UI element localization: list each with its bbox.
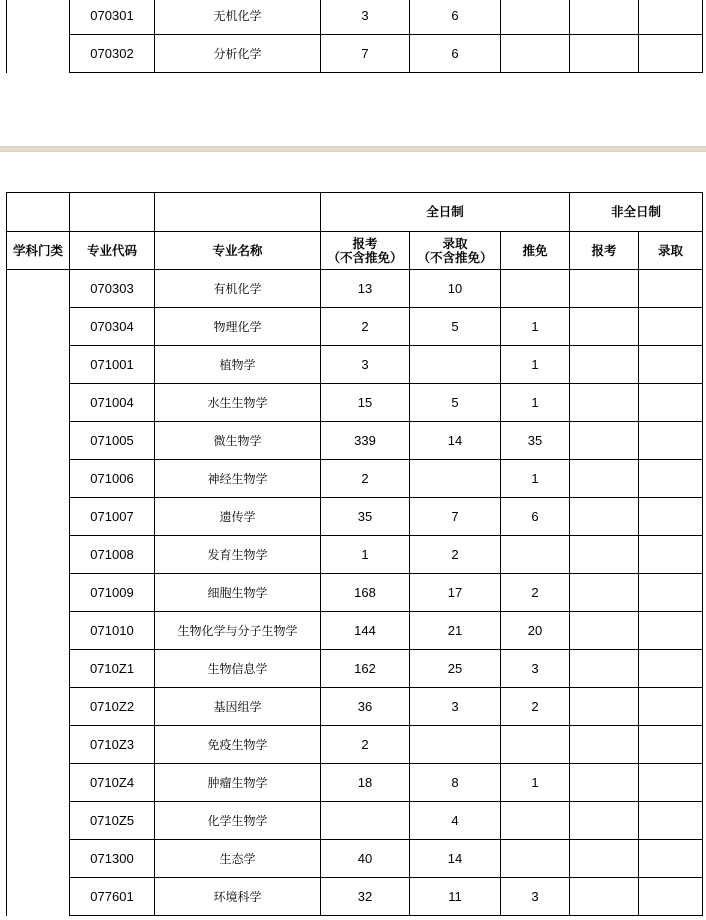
pt-admit-value xyxy=(639,384,703,422)
table-row xyxy=(7,498,703,536)
pt-admit-value xyxy=(639,650,703,688)
major-code: 070302 xyxy=(70,35,155,73)
major-name: 遗传学 xyxy=(155,498,321,536)
pt-apply-value xyxy=(570,384,639,422)
table-row xyxy=(7,536,703,574)
ft-exempt-value xyxy=(501,726,570,764)
major-code: 0710Z1 xyxy=(70,650,155,688)
pt-apply-value xyxy=(570,35,639,73)
category-cell xyxy=(7,270,70,916)
ft-apply-value: 3 xyxy=(321,346,410,384)
pt-admit-value xyxy=(639,498,703,536)
ft-apply-value xyxy=(321,802,410,840)
ft-apply-value: 144 xyxy=(321,612,410,650)
page-divider xyxy=(0,146,706,152)
pt-apply-value xyxy=(570,612,639,650)
pt-apply-value xyxy=(570,0,639,35)
pt-apply-value xyxy=(570,422,639,460)
ft-admit-value: 11 xyxy=(410,878,501,916)
major-name: 无机化学 xyxy=(155,0,321,35)
ft-apply-value: 3 xyxy=(321,0,410,35)
ft-admit-value: 7 xyxy=(410,498,501,536)
ft-exempt-value xyxy=(501,536,570,574)
ft-exempt-value: 1 xyxy=(501,308,570,346)
ft-apply-value: 2 xyxy=(321,460,410,498)
header-blank xyxy=(70,193,155,232)
pt-admit-value xyxy=(639,840,703,878)
name-header: 专业名称 xyxy=(155,232,321,270)
ft-admit-value: 6 xyxy=(410,0,501,35)
ft-admit-value: 14 xyxy=(410,840,501,878)
pt-admit-value xyxy=(639,726,703,764)
ft-apply-value: 162 xyxy=(321,650,410,688)
pt-apply-value xyxy=(570,764,639,802)
table-row xyxy=(7,726,703,764)
header-blank xyxy=(155,193,321,232)
major-code: 070304 xyxy=(70,308,155,346)
ft-exempt-value: 3 xyxy=(501,878,570,916)
pt-apply-value xyxy=(570,270,639,308)
major-code: 070301 xyxy=(70,0,155,35)
major-code: 071007 xyxy=(70,498,155,536)
pt-apply-value xyxy=(570,650,639,688)
pt-apply-value xyxy=(570,726,639,764)
major-code: 071004 xyxy=(70,384,155,422)
pt-admit-value xyxy=(639,270,703,308)
table-row xyxy=(7,0,703,35)
major-name: 神经生物学 xyxy=(155,460,321,498)
ft-apply-value: 36 xyxy=(321,688,410,726)
table-row xyxy=(7,878,703,916)
ft-admit-value: 8 xyxy=(410,764,501,802)
category-header: 学科门类 xyxy=(7,232,70,270)
table-row xyxy=(7,384,703,422)
header-blank xyxy=(7,193,70,232)
pt-admit-value xyxy=(639,764,703,802)
ft-apply-header xyxy=(321,232,410,270)
ft-exempt-value xyxy=(501,840,570,878)
major-code: 071010 xyxy=(70,612,155,650)
table-row xyxy=(7,346,703,384)
ft-admit-header xyxy=(410,232,501,270)
ft-exempt-value: 20 xyxy=(501,612,570,650)
pt-apply-header: 报考 xyxy=(570,232,639,270)
table-row xyxy=(7,650,703,688)
major-name: 微生物学 xyxy=(155,422,321,460)
ft-apply-value: 15 xyxy=(321,384,410,422)
pt-admit-value xyxy=(639,460,703,498)
ft-apply-header-line1: 报考 xyxy=(352,236,378,251)
ft-apply-value: 2 xyxy=(321,308,410,346)
pt-admit-value xyxy=(639,346,703,384)
ft-exempt-value: 2 xyxy=(501,688,570,726)
pt-admit-value xyxy=(639,536,703,574)
ft-admit-value: 25 xyxy=(410,650,501,688)
ft-apply-value: 1 xyxy=(321,536,410,574)
ft-exempt-value: 2 xyxy=(501,574,570,612)
ft-exempt-value: 1 xyxy=(501,460,570,498)
ft-admit-value: 14 xyxy=(410,422,501,460)
admissions-table xyxy=(6,192,703,916)
major-code: 071006 xyxy=(70,460,155,498)
major-name: 生物信息学 xyxy=(155,650,321,688)
pt-admit-value xyxy=(639,574,703,612)
code-header: 专业代码 xyxy=(70,232,155,270)
major-code: 070303 xyxy=(70,270,155,308)
ft-admit-value: 4 xyxy=(410,802,501,840)
ft-admit-value: 3 xyxy=(410,688,501,726)
ft-admit-value: 10 xyxy=(410,270,501,308)
ft-admit-value xyxy=(410,346,501,384)
ft-admit-header-line1: 录取 xyxy=(442,236,468,251)
ft-exempt-value: 35 xyxy=(501,422,570,460)
ft-apply-value: 7 xyxy=(321,35,410,73)
pt-admit-value xyxy=(639,688,703,726)
ft-admit-value: 21 xyxy=(410,612,501,650)
pt-apply-value xyxy=(570,498,639,536)
table-row xyxy=(7,802,703,840)
pt-admit-value xyxy=(639,422,703,460)
major-name: 生态学 xyxy=(155,840,321,878)
major-name: 生物化学与分子生物学 xyxy=(155,612,321,650)
major-name: 水生生物学 xyxy=(155,384,321,422)
table-row xyxy=(7,35,703,73)
major-code: 0710Z2 xyxy=(70,688,155,726)
ft-exempt-value: 3 xyxy=(501,650,570,688)
pt-apply-value xyxy=(570,460,639,498)
table-row xyxy=(7,840,703,878)
ft-exempt-value: 1 xyxy=(501,346,570,384)
pt-apply-value xyxy=(570,536,639,574)
full-time-header: 全日制 xyxy=(321,193,570,232)
pt-apply-value xyxy=(570,878,639,916)
ft-apply-value: 18 xyxy=(321,764,410,802)
ft-admit-header-line2: （不含推免） xyxy=(417,250,493,265)
header-row-2 xyxy=(7,232,703,270)
major-name: 细胞生物学 xyxy=(155,574,321,612)
table-row xyxy=(7,460,703,498)
major-code: 0710Z4 xyxy=(70,764,155,802)
major-code: 0710Z3 xyxy=(70,726,155,764)
major-name: 植物学 xyxy=(155,346,321,384)
table-row xyxy=(7,308,703,346)
ft-exempt-value: 6 xyxy=(501,498,570,536)
major-code: 0710Z5 xyxy=(70,802,155,840)
major-name: 肿瘤生物学 xyxy=(155,764,321,802)
major-code: 071300 xyxy=(70,840,155,878)
ft-admit-value: 5 xyxy=(410,384,501,422)
ft-admit-value xyxy=(410,726,501,764)
major-code: 077601 xyxy=(70,878,155,916)
major-name: 免疫生物学 xyxy=(155,726,321,764)
ft-exempt-value xyxy=(501,270,570,308)
pt-admit-value xyxy=(639,878,703,916)
table-row xyxy=(7,270,703,308)
major-name: 基因组学 xyxy=(155,688,321,726)
ft-apply-value: 168 xyxy=(321,574,410,612)
pt-apply-value xyxy=(570,840,639,878)
ft-apply-value: 40 xyxy=(321,840,410,878)
admissions-table-continued xyxy=(6,0,703,73)
ft-exempt-value xyxy=(501,0,570,35)
category-cell xyxy=(7,0,70,73)
table-row xyxy=(7,764,703,802)
major-code: 071009 xyxy=(70,574,155,612)
part-time-header: 非全日制 xyxy=(570,193,703,232)
ft-exempt-header: 推免 xyxy=(501,232,570,270)
pt-apply-value xyxy=(570,346,639,384)
ft-admit-value: 6 xyxy=(410,35,501,73)
header-row-1 xyxy=(7,193,703,232)
major-code: 071001 xyxy=(70,346,155,384)
pt-admit-value xyxy=(639,308,703,346)
ft-apply-value: 339 xyxy=(321,422,410,460)
ft-exempt-value xyxy=(501,35,570,73)
ft-exempt-value: 1 xyxy=(501,384,570,422)
major-name: 化学生物学 xyxy=(155,802,321,840)
major-code: 071008 xyxy=(70,536,155,574)
pt-apply-value xyxy=(570,802,639,840)
ft-admit-value: 5 xyxy=(410,308,501,346)
major-name: 发育生物学 xyxy=(155,536,321,574)
pt-apply-value xyxy=(570,308,639,346)
pt-admit-header: 录取 xyxy=(639,232,703,270)
major-name: 有机化学 xyxy=(155,270,321,308)
pt-apply-value xyxy=(570,574,639,612)
ft-admit-value xyxy=(410,460,501,498)
ft-exempt-value: 1 xyxy=(501,764,570,802)
ft-admit-value: 2 xyxy=(410,536,501,574)
pt-apply-value xyxy=(570,688,639,726)
ft-apply-header-line2: （不含推免） xyxy=(327,250,403,265)
table-row xyxy=(7,612,703,650)
major-name: 环境科学 xyxy=(155,878,321,916)
pt-admit-value xyxy=(639,35,703,73)
pt-admit-value xyxy=(639,802,703,840)
ft-exempt-value xyxy=(501,802,570,840)
major-name: 分析化学 xyxy=(155,35,321,73)
table-row xyxy=(7,422,703,460)
pt-admit-value xyxy=(639,612,703,650)
ft-apply-value: 35 xyxy=(321,498,410,536)
pt-admit-value xyxy=(639,0,703,35)
major-code: 071005 xyxy=(70,422,155,460)
major-name: 物理化学 xyxy=(155,308,321,346)
ft-apply-value: 32 xyxy=(321,878,410,916)
table-row xyxy=(7,688,703,726)
ft-admit-value: 17 xyxy=(410,574,501,612)
ft-apply-value: 2 xyxy=(321,726,410,764)
table-row xyxy=(7,574,703,612)
ft-apply-value: 13 xyxy=(321,270,410,308)
